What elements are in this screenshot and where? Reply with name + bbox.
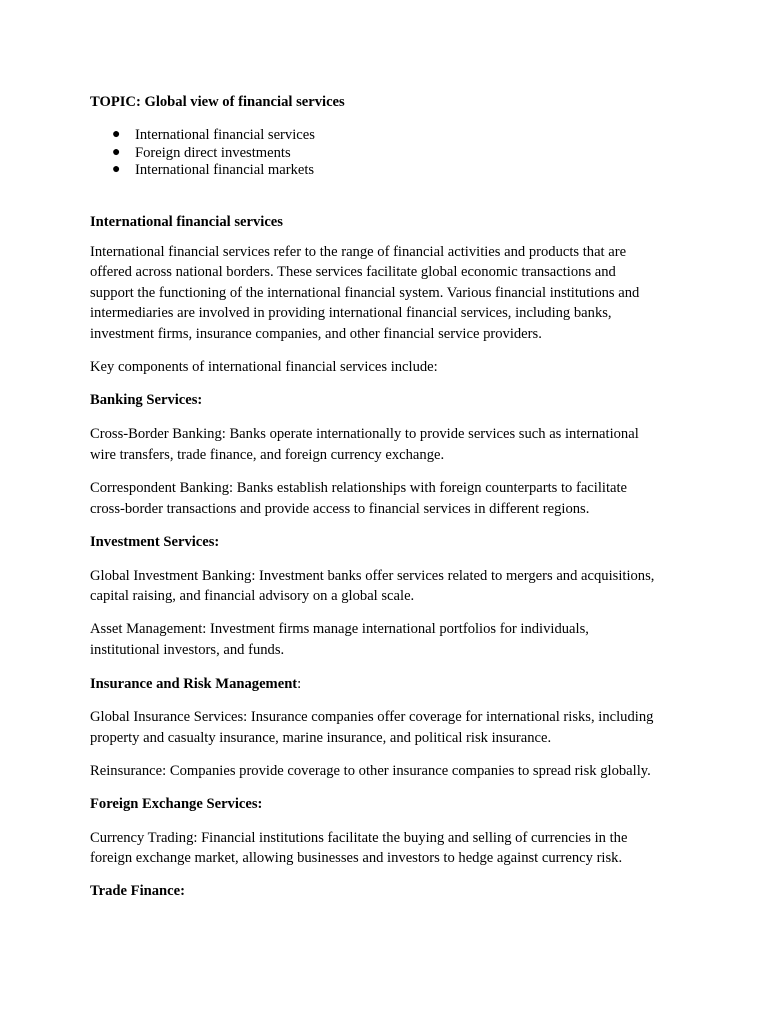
paragraph-line: foreign exchange market, allowing businesses and investors to hedge against currency risk. xyxy=(90,850,623,866)
insurance-heading-text: Insurance and Risk Management xyxy=(90,676,298,692)
insurance-heading-colon: : xyxy=(297,676,302,692)
paragraph-line: support the functioning of the international financial system. Various financial institutions and xyxy=(90,285,640,301)
insurance-heading xyxy=(90,674,301,694)
paragraph-line: institutional investors, and funds. xyxy=(90,642,285,658)
bullet-text: International financial markets xyxy=(135,162,315,178)
key-components-text: Key components of international financial services include: xyxy=(90,359,438,375)
paragraph-line: cross-border transactions and provide access to financial services in different regions. xyxy=(90,501,590,517)
paragraph-line: property and casualty insurance, marine insurance, and political risk insurance. xyxy=(90,730,552,746)
bullet-text: Foreign direct investments xyxy=(135,145,291,161)
paragraph-line: Correspondent Banking: Banks establish relationships with foreign counterparts to facilitate xyxy=(90,480,628,496)
section-heading: International financial services xyxy=(90,214,283,230)
paragraph-line: intermediaries are involved in providing international financial services, including banks, xyxy=(90,305,612,321)
paragraph-line: offered across national borders. These services facilitate global economic transactions and xyxy=(90,264,616,280)
bullet-icon: ● xyxy=(112,127,121,142)
topic-title: TOPIC: Global view of financial services xyxy=(90,94,345,110)
bullet-icon: ● xyxy=(112,145,121,160)
paragraph-line: investment firms, insurance companies, and other financial service providers. xyxy=(90,326,542,342)
paragraph-line: Currency Trading: Financial institutions facilitate the buying and selling of currencies in the xyxy=(90,830,628,846)
reinsurance-paragraph: Reinsurance: Companies provide coverage to other insurance companies to spread risk globally. xyxy=(90,763,651,779)
paragraph-line: Global Investment Banking: Investment banks offer services related to mergers and acquisitions, xyxy=(90,568,655,584)
paragraph-line: International financial services refer to the range of financial activities and products that are xyxy=(90,244,627,260)
paragraph-line: Cross-Border Banking: Banks operate internationally to provide services such as international xyxy=(90,426,639,442)
paragraph-line: wire transfers, trade finance, and foreign currency exchange. xyxy=(90,447,445,463)
bullet-text: International financial services xyxy=(135,127,315,143)
bullet-icon: ● xyxy=(112,162,121,177)
paragraph-line: Global Insurance Services: Insurance companies offer coverage for international risks, including xyxy=(90,709,654,725)
investment-heading: Investment Services: xyxy=(90,534,220,550)
paragraph-line: Asset Management: Investment firms manage international portfolios for individuals, xyxy=(90,621,589,637)
fx-heading: Foreign Exchange Services: xyxy=(90,796,263,812)
paragraph-line: capital raising, and financial advisory on a global scale. xyxy=(90,588,415,604)
banking-heading: Banking Services: xyxy=(90,392,203,408)
trade-finance-heading: Trade Finance: xyxy=(90,883,185,899)
